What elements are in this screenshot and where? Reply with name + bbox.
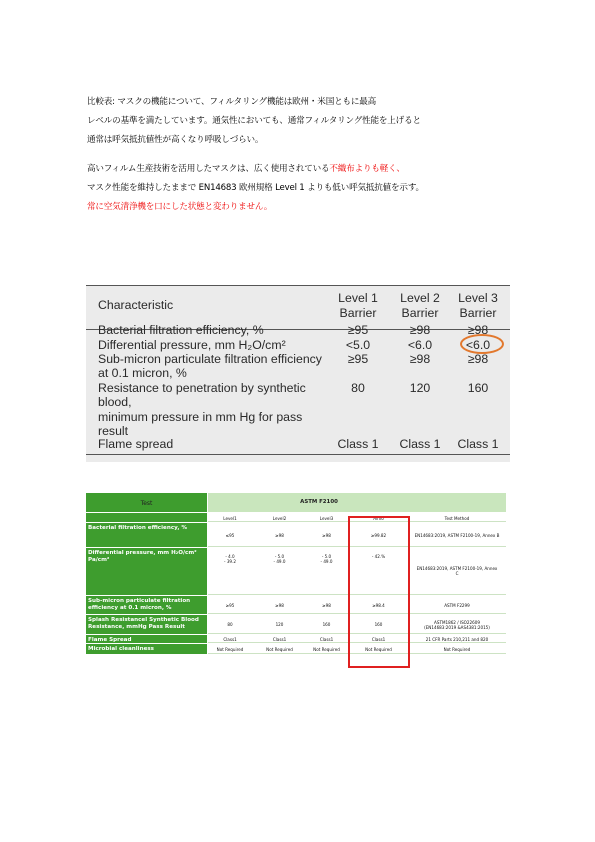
level-value: Class 1 <box>399 437 441 451</box>
method-value: ASTM F2299 <box>444 602 470 608</box>
level1-header: Level1 <box>223 516 237 521</box>
test-header: Test <box>140 500 153 507</box>
l2-value: - 49.0 <box>273 559 286 564</box>
level3-header-sub: Barrier <box>459 306 497 320</box>
l3-value: ≥98 <box>322 532 331 538</box>
level-value: ≥98 <box>409 323 431 337</box>
airlio-value: - 42.% <box>371 554 386 559</box>
l1-value: 80 <box>227 622 233 627</box>
film-line: マスク性能を維持したままで EN14683 欧州規格 Level 1 よりも低い呼気抵抗値を示す。 <box>87 183 424 193</box>
intro-line: 比較表: マスクの機能について、フィルタリング機能は欧州・米国ともに最高 <box>87 97 377 107</box>
highlight-line: 常に空気清浄機を口にした状態と変わりません。 <box>87 202 273 212</box>
l3-value: 160 <box>322 622 331 627</box>
airlio-value: Not Required <box>365 646 392 652</box>
method-value: (EN14683:2019 &AS4381:2015) <box>424 624 490 630</box>
characteristic-label: Resistance to penetration by synthetic <box>98 381 306 395</box>
top-rule <box>86 285 510 286</box>
test-label: Pa/cm² <box>88 556 110 563</box>
method-value: C <box>455 571 459 576</box>
astm-levels-table-image <box>86 231 510 463</box>
level2-header-sub: Barrier <box>401 306 439 320</box>
level2-header: Level 2 <box>400 291 440 305</box>
l1-value: - 39.2 <box>224 559 236 564</box>
test-label: Sub-micron particulate filtration <box>88 598 191 604</box>
characteristic-label: Flame spread <box>98 437 174 451</box>
level-value: ≥98 <box>409 352 431 366</box>
level3-header: Level3 <box>319 516 334 521</box>
film-line <box>87 160 424 179</box>
level-value: ≥98 <box>467 323 489 337</box>
method-header: Test Method <box>444 516 470 521</box>
highlight-text: 不織布よりも軽く、 <box>329 164 405 174</box>
comparison-table <box>86 493 506 667</box>
level1-header-sub: Barrier <box>339 306 377 320</box>
level-value: <5.0 <box>345 338 371 352</box>
film-line-text: 高いフィルム生産技術を活用したマスクは、広く使用されている <box>87 164 330 174</box>
test-label: efficiency at 0.1 micron, % <box>88 604 172 611</box>
method-value: ASTM1862 / ISO22609 <box>434 619 480 625</box>
characteristic-label: Sub-micron particulate filtration efficiency <box>98 352 322 366</box>
airlio-value: ≥99.82 <box>370 532 387 538</box>
characteristic-label: at 0.1 micron, % <box>98 366 187 381</box>
characteristic-label: Bacterial filtration efficiency, % <box>98 323 264 337</box>
level1-header: Level 1 <box>338 291 378 305</box>
l1-value: - 4.0 <box>225 554 235 559</box>
airlio-value: ≥98.4 <box>372 602 385 608</box>
level-value: <6.0 <box>465 338 491 352</box>
l1-value: Not Required <box>216 646 244 652</box>
l3-value: ≥98 <box>322 602 331 608</box>
method-value: EN14683:2019, ASTM F2100-19, Annex B <box>414 532 500 538</box>
test-label: Resistance, mmHg Pass Result <box>88 623 185 630</box>
level-value: ≥95 <box>347 352 369 366</box>
method-value: EN14683:2019, ASTM F2100-19, Annex <box>416 566 498 571</box>
bottom-rule <box>86 454 510 455</box>
test-label: Microbial cleanliness <box>88 646 155 652</box>
l2-value: ≥98 <box>275 602 284 608</box>
test-label: Splash Resistancel Synthetic Blood <box>88 617 199 623</box>
method-value: Not Required <box>443 646 471 652</box>
l3-value: - 49.0 <box>320 559 333 564</box>
level-value: ≥95 <box>347 323 369 337</box>
astm-header: ASTM F2100 <box>300 499 338 505</box>
level-value: ≥98 <box>467 352 489 366</box>
level3-header: Level 3 <box>458 291 498 305</box>
l2-value: Class1 <box>272 636 287 642</box>
level2-header: Level2 <box>272 516 287 521</box>
header-cell-bg <box>86 513 207 522</box>
intro-paragraph <box>87 93 421 150</box>
l2-value: Not Required <box>266 646 293 652</box>
intro-line: レベルの基準を満たしています。通気性においても、通常フィルタリング性能を上げると <box>87 116 421 126</box>
characteristic-label: Differential pressure, mm H₂O/cm² <box>98 338 286 352</box>
level-value: Class 1 <box>337 437 379 451</box>
airlio-value: 160 <box>374 622 383 627</box>
characteristic-label: blood, <box>98 395 132 410</box>
l3-value: - 5.0 <box>321 554 332 559</box>
l1-value: ≥95 <box>225 602 235 608</box>
highlight-oval <box>460 334 504 354</box>
l1-value: Class1 <box>223 636 237 642</box>
l3-value: Not Required <box>313 646 340 652</box>
intro-line: 通常は呼気抵抗値性が高くなり呼吸しづらい。 <box>87 135 264 145</box>
test-label: Differential pressure, mm H₂O/cm² <box>88 550 197 556</box>
l2-value: ≥98 <box>275 532 284 538</box>
airlio-highlight-box <box>348 516 410 668</box>
level-value: 160 <box>467 381 489 395</box>
level-value: 80 <box>351 381 365 395</box>
film-technology-paragraph <box>87 160 424 217</box>
method-value: 21 CFR Parts 210,211 and 820 <box>425 636 489 642</box>
level-value: 120 <box>409 381 431 395</box>
l3-value: Class1 <box>319 636 334 642</box>
airlio-value: Class1 <box>371 636 386 642</box>
l2-value: - 5.0 <box>274 554 285 559</box>
level-value: <6.0 <box>407 338 433 352</box>
test-label: Bacterial filtration efficiency, % <box>88 525 188 531</box>
airlio-header: Airlio <box>373 516 384 521</box>
level-value: Class 1 <box>457 437 499 451</box>
characteristic-label: result <box>98 424 129 439</box>
l1-value: ≤95 <box>225 532 235 538</box>
test-label: Flame Spread <box>88 637 132 643</box>
characteristic-label: minimum pressure in mm Hg for pass <box>98 409 303 424</box>
l2-value: 120 <box>275 622 284 627</box>
characteristic-header: Characteristic <box>98 298 174 312</box>
